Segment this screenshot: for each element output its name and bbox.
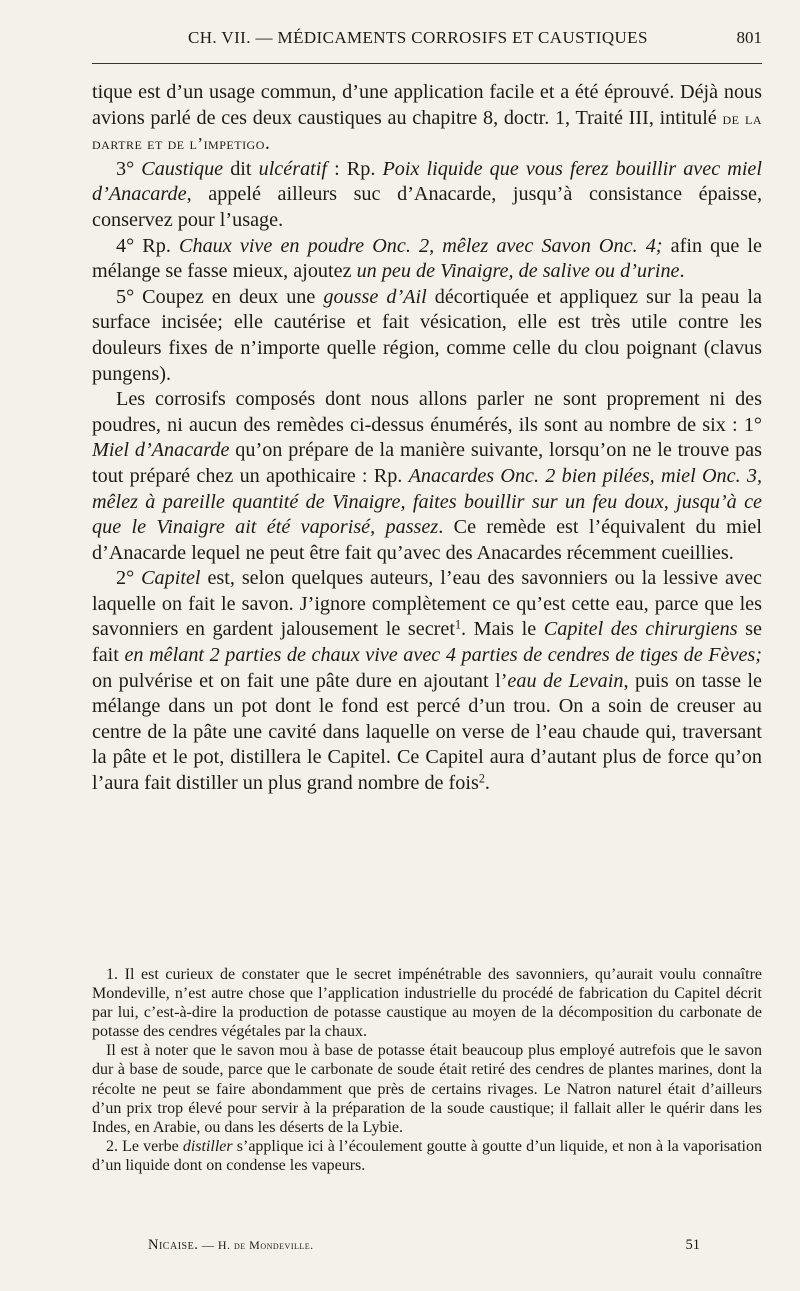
paragraph-2	[92, 157, 762, 234]
p5-text-3: . Ce remède est l’équivalent du miel d’Anacarde lequel ne peut être fait qu’avec des Anacardes récemment cueillies.	[92, 516, 762, 564]
paragraph-4	[92, 285, 762, 387]
p6-text-3: . Mais le	[461, 618, 544, 641]
page-number: 801	[736, 28, 762, 47]
p6-text-4: se fait	[92, 618, 762, 667]
paragraph-1	[92, 80, 762, 157]
p2-text-3: : Rp.	[327, 157, 383, 180]
signature-mark: 51	[685, 1237, 700, 1253]
p6-text-5: on pulvérise et on fait une pâte dure en ajoutant l’	[92, 669, 508, 692]
p6-italic-3: en mêlant 2 parties de chaux vive avec 4 parties de cendres de tiges de Fèves;	[124, 644, 763, 667]
fn2-italic: distiller	[182, 1137, 233, 1155]
footnote-ref-2[interactable]: 2	[478, 771, 485, 786]
p5-italic-1: Miel d’Anacarde	[92, 439, 230, 462]
p6-text-6: , puis on tasse le mélange dans un pot dont le fond est percé d’un trou. On a soin de creuser au centre de la pâte une cavité dans laquelle on verse de l’eau chaude qui, traversant la pâte et le pot, distillera le Capitel. Ce Capitel aura d’autant plus de force qu’on l’aura fait distiller un plus grand nombre de fois	[92, 669, 762, 795]
p4-text: 5° Coupez en deux une	[116, 285, 324, 308]
p6-italic-1: Capitel	[141, 567, 201, 590]
footer-author-name: Nicaise.	[148, 1237, 199, 1253]
footer-author	[148, 1237, 314, 1254]
p5-text-2: qu’on prépare de la manière suivante, lorsqu’on ne le trouve pas tout préparé chez un apothicaire : Rp.	[92, 439, 762, 487]
footer-author-work: — H. de Mondeville.	[198, 1238, 314, 1252]
p1-title-smallcaps: de la dartre et de l’impetigo	[92, 108, 762, 154]
p3-text: 4° Rp.	[116, 234, 180, 257]
p2-text: 3°	[116, 157, 142, 180]
fn2-text: 2. Le verbe	[106, 1137, 183, 1155]
footnote-2	[92, 1137, 762, 1175]
running-title: CH. VII. — MÉDICAMENTS CORROSIFS ET CAUSTIQUES	[188, 28, 648, 47]
p6-text: 2°	[116, 567, 142, 590]
p3-italic-2: un peu de Vinaigre, de salive ou d’urine	[356, 260, 680, 283]
p5-text: Les corrosifs composés dont nous allons parler ne sont proprement ni des poudres, ni aucun des remèdes ci-dessus énumérés, ils sont au nombre de six : 1°	[92, 388, 762, 436]
p3-text-2: afin que le mélange se fasse mieux, ajoutez	[92, 234, 762, 283]
p3-end: .	[679, 260, 685, 283]
page-footer	[148, 1237, 700, 1254]
running-head	[92, 28, 765, 58]
p4-italic: gousse d’Ail	[323, 285, 427, 308]
footnote-1: 1. Il est curieux de constater que le secret impénétrable des savonniers, qu’aurait voulu connaître Mondeville, n’est autre chose que l’application industrielle du procédé de fabrication du Capitel décrit par lui, c’est-à-dire la production de potasse caustique au moyen de la décomposition du carbonate de potasse des cendres végétales par la chaux.	[92, 966, 762, 1041]
main-text	[92, 80, 762, 797]
p6-italic-2: Capitel des chirurgiens	[543, 618, 738, 641]
p1-end: .	[264, 132, 270, 155]
p6-italic-4: eau de Levain	[507, 669, 624, 692]
paragraph-5	[92, 387, 762, 566]
p2-text-2: dit	[223, 157, 259, 180]
footnotes	[92, 965, 762, 1175]
p6-text-2: est, selon quelques auteurs, l’eau des savonniers ou la lessive avec laquelle on fait le savon. J’ignore complètement ce qu’est cette eau, parce que les savonniers en gardent jalousement le secret	[92, 567, 762, 641]
p1-text: tique est d’un usage commun, d’une application facile et a été éprouvé. Déjà nous avions parlé de ces deux caustiques au chapitre 8, doctr. 1, Traité III, intitulé	[92, 81, 762, 129]
header-rule	[92, 63, 762, 64]
p2-italic-2: ulcératif	[258, 157, 327, 180]
p2-italic-1: Caustique	[141, 157, 224, 180]
paragraph-6	[92, 566, 762, 796]
p4-text-2: décortiquée et appliquez sur la peau la surface incisée; elle cautérise et fait vésication, elle est très utile contre les douleurs fixes de n’importe quelle région, comme celle du clou poignant (clavus pungens).	[92, 285, 762, 385]
p2-italic-3: Poix liquide que vous ferez bouillir avec miel d’Anacarde	[92, 157, 762, 206]
footnote-1-continued: Il est à noter que le savon mou à base de potasse était beaucoup plus employé autrefois que le savon dur à base de soude, parce que le carbonate de soude était retiré des cendres de plantes marines, dont la récolte ne peut se faire abondamment que près de certains rivages. Le Natron naturel était d’ailleurs d’un prix trop élevé pour servir à la préparation de la soude caustique; il fallait aller le quérir dans les Indes, en Arabie, ou dans les déserts de la Lybie.	[92, 1042, 762, 1136]
p3-italic-1: Chaux vive en poudre Onc. 2, mêlez avec Savon Onc. 4;	[179, 234, 663, 257]
p6-end: .	[484, 772, 490, 795]
p5-italic-2: Anacardes Onc. 2 bien pilées, miel Onc. 3, mêlez à pareille quantité de Vinaigre, faites bouillir sur un feu doux, jusqu’à ce que le Vinaigre ait été vaporisé, passez	[92, 464, 762, 539]
fn2-text-2: s’applique ici à l’écoulement goutte à goutte d’un liquide, et non à la vaporisation d’un liquide dont on condense les vapeurs.	[92, 1137, 763, 1174]
p2-text-4: , appelé ailleurs suc d’Anacarde, jusqu’à consistance épaisse, conservez pour l’usage.	[92, 183, 762, 231]
footnote-ref-1[interactable]: 1	[454, 617, 462, 632]
paragraph-3	[92, 234, 762, 285]
